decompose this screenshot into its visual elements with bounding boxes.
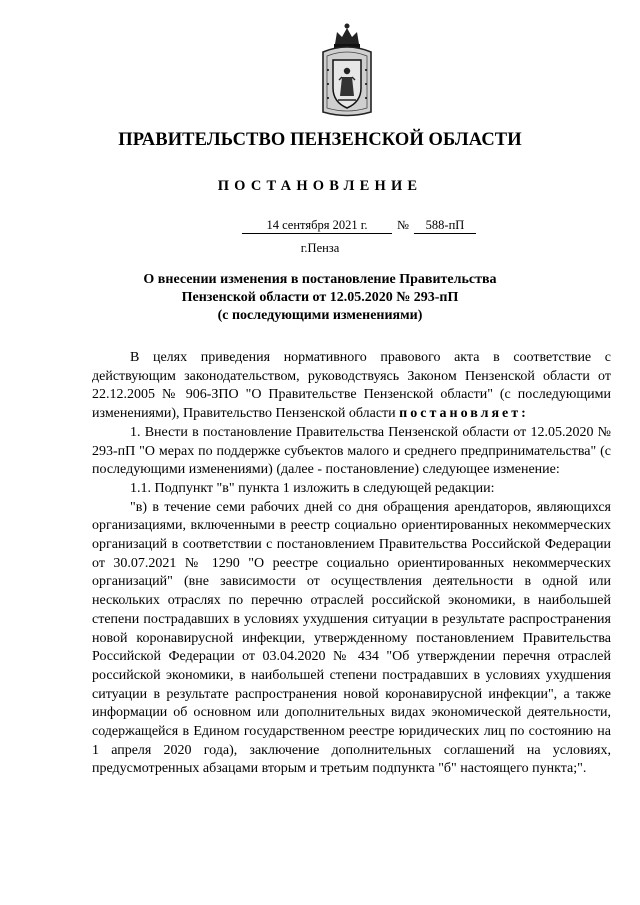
clause-1-paragraph: 1. Внести в постановление Правительства Пензенской области от 12.05.2020 № 293-пП "О мерах по поддержке субъектов малого и среднего предпринимательства" (с последующими изменениями) (далее - постановление) следующее изменение: [92, 424, 611, 478]
preamble-paragraph [92, 349, 611, 424]
decree-meta-row [0, 217, 640, 237]
preamble-text: В целях приведения нормативного правового акта в соответствие с действующим законодательством, руководствуясь Законом Пензенской области от 22.12.2005 № 906-ЗПО "О Правительстве Пензенской области" (с последующими изменениями), Правительство Пензенской области [92, 350, 611, 422]
decree-date: 14 сентября 2021 г. [242, 217, 392, 234]
resolves-word: постановляет: [399, 406, 529, 422]
subject-line-2: Пензенской области от 12.05.2020 № 293-пП [181, 290, 459, 305]
government-title: ПРАВИТЕЛЬСТВО ПЕНЗЕНСКОЙ ОБЛАСТИ [118, 130, 522, 150]
decree-number: 588-пП [414, 217, 476, 234]
subject-line-1: О внесении изменения в постановление Правительства [143, 272, 497, 287]
clause-1-1-paragraph: 1.1. Подпункт "в" пункта 1 изложить в следующей редакции: [130, 480, 495, 496]
subject-line-3: (с последующими изменениями) [217, 308, 423, 323]
decree-heading: ПОСТАНОВЛЕНИЕ [217, 178, 423, 194]
coat-of-arms-icon [318, 20, 376, 120]
decree-subject [0, 271, 640, 325]
subclause-v-paragraph: "в) в течение семи рабочих дней со дня обращения арендаторов, являющихся организациями, включенными в реестр социально ориентированных некоммерческих организаций в соответствии с постановлением Правительства Российской Федерации от 30.07.2021 № 1290 "О реестре социально ориентированных некоммерческих организаций" (вне зависимости от осуществления деятельности в одной или нескольких отраслях по перечню отраслей российской экономики, в наибольшей степени пострадавших в условиях ухудшения ситуации в результате распространения новой коронавирусной инфекции, утвержденному постановлением Правительства Российской Федерации от 03.04.2020 № 434 "Об утверждении перечня отраслей российской экономики, в наибольшей степени пострадавших в условиях ухудшения ситуации в результате распространения новой коронавирусной инфекции", а также информации об основном или дополнительных видах экономической деятельности, содержащейся в Едином государственном реестре юридических лиц по состоянию на 1 апреля 2020 года), заключение дополнительных соглашений на условиях, предусмотренных абзацами вторым и третьим подпункта "б" настоящего пункта;". [92, 499, 611, 777]
number-sign: № [397, 218, 409, 232]
decree-body [92, 349, 611, 779]
city-label: г.Пенза [300, 241, 340, 255]
